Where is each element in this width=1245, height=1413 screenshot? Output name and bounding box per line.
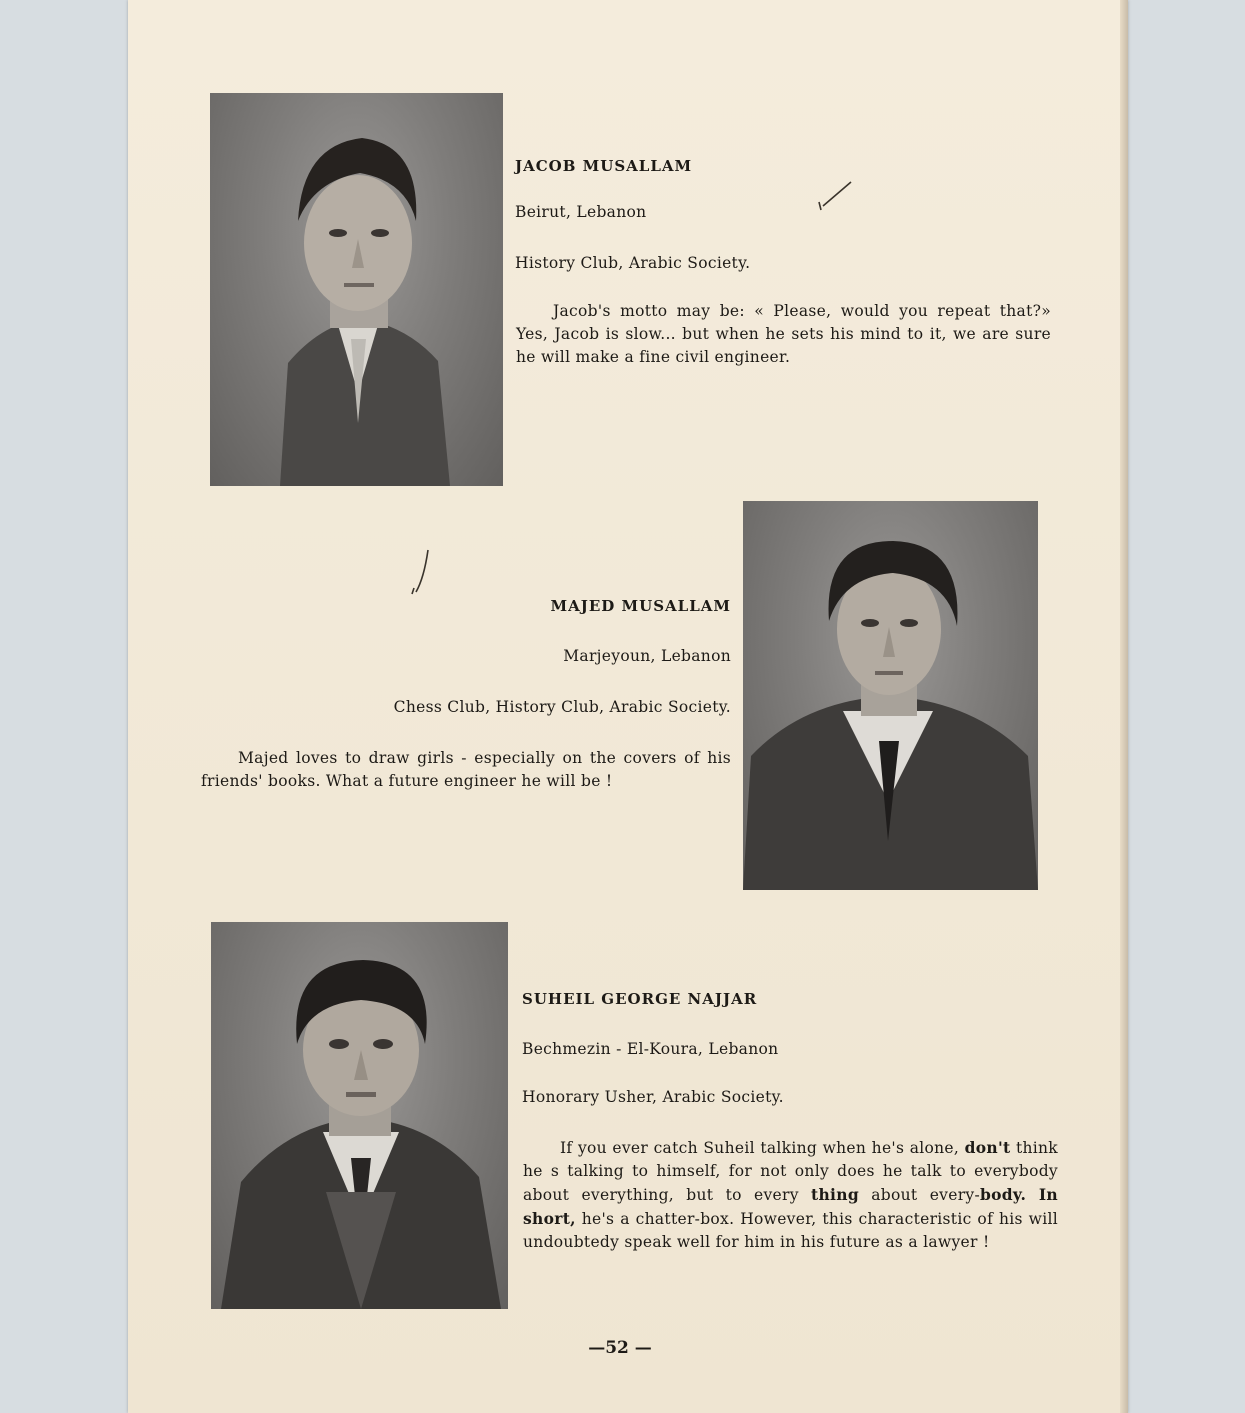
student-hometown: Bechmezin - El-Koura, Lebanon: [522, 1040, 779, 1058]
student-activities: Honorary Usher, Arabic Society.: [522, 1088, 784, 1106]
pen-check-mark: [815, 180, 855, 215]
student-bio: Jacob's motto may be: « Please, would you repeat that?» Yes, Jacob is slow... but when he sets his mind to it, we are sure he will make a fine civil engineer.: [516, 302, 1051, 366]
bio-text-bold: thing: [811, 1185, 859, 1204]
student-hometown: Beirut, Lebanon: [515, 203, 647, 221]
student-hometown: Marjeyoun, Lebanon: [563, 647, 731, 665]
student-activities: Chess Club, History Club, Arabic Society.: [393, 698, 731, 716]
student-name: SUHEIL GEORGE NAJJAR: [522, 990, 758, 1008]
bio-text: If you ever catch Suheil talking when he's alone,: [560, 1139, 965, 1157]
page-edge: [1120, 0, 1128, 1413]
portrait-photo-majed: [743, 501, 1038, 890]
portrait-photo-suheil: [211, 922, 508, 1309]
bio-text: about every-: [858, 1186, 980, 1204]
pen-check-mark: [406, 548, 436, 596]
student-name: MAJED MUSALLAM: [550, 597, 731, 615]
bio-text-bold: don't: [964, 1138, 1011, 1157]
page-number: —52 —: [588, 1338, 652, 1358]
student-bio: [523, 1136, 1058, 1254]
student-name: JACOB MUSALLAM: [515, 157, 693, 175]
bio-text: he's a chatter-box. However, this characteristic of his will undoubtedy speak well for him in his future as a lawyer !: [523, 1210, 1058, 1251]
portrait-photo-jacob: [210, 93, 503, 486]
student-activities: History Club, Arabic Society.: [515, 254, 751, 272]
bio-text-bold: body. In short,: [523, 1185, 1058, 1228]
bio-text: think he s talking to himself, for not only does he talk to everybody about everything, but to every: [523, 1139, 1058, 1204]
student-bio: Majed loves to draw girls - especially on the covers of his friends' books. What a future engineer he will be !: [201, 749, 731, 790]
